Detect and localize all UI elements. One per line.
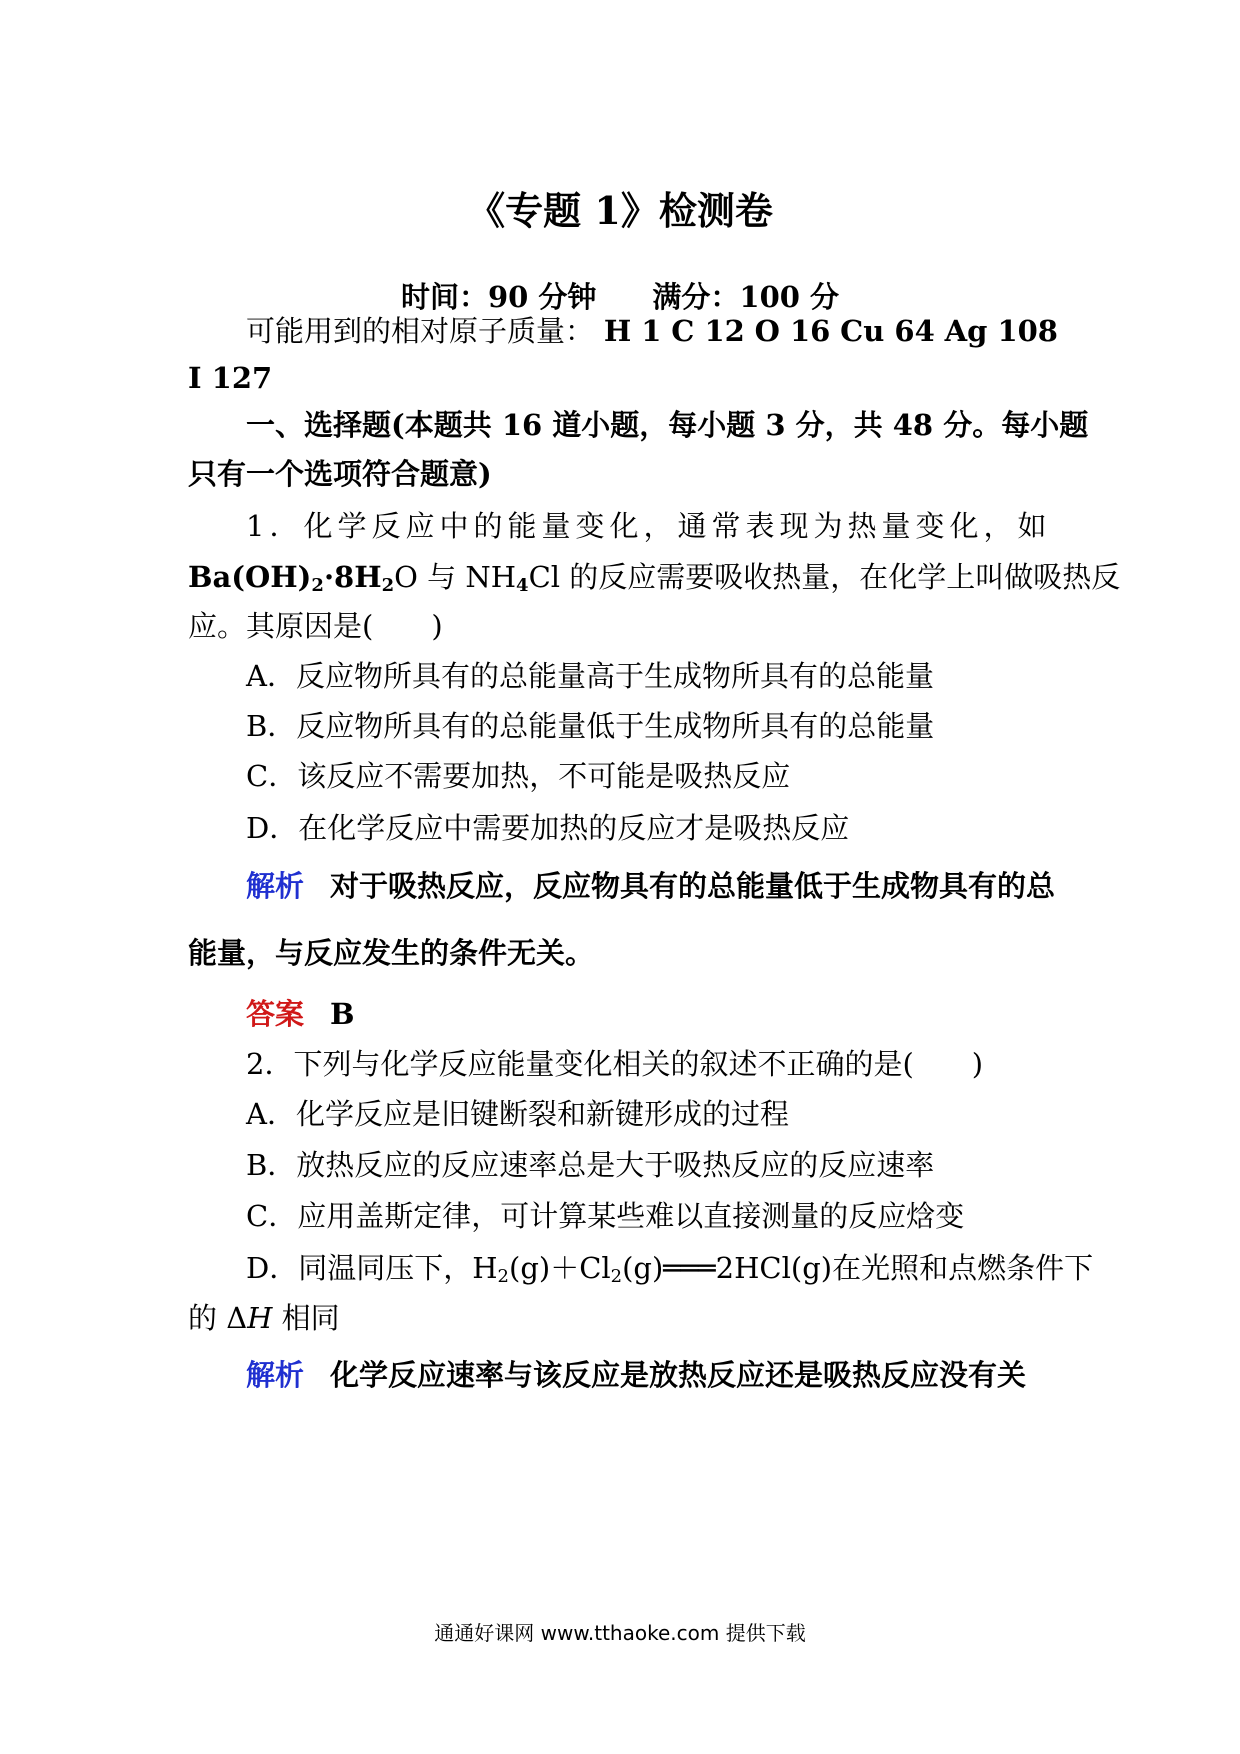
q2-option-d-line1 — [246, 1248, 1116, 1288]
page-footer: 通通好课网 www.tthaoke.com 提供下载 — [434, 1621, 806, 1645]
q2-option-b: B．放热反应的反应速率总是大于吸热反应的反应速率 — [246, 1148, 935, 1182]
q1-option-a: A．反应物所具有的总能量高于生成物所具有的总能量 — [246, 659, 934, 693]
q1-option-b: B．反应物所具有的总能量低于生成物所具有的总能量 — [246, 709, 935, 743]
atomic-masses-line — [246, 311, 1058, 351]
q1-stem-line3: 应。其原因是( ) — [188, 609, 443, 643]
q2-optd-sub2: 2 — [610, 1266, 623, 1287]
q1-analysis-line2: 能量，与反应发生的条件无关。 — [188, 936, 595, 970]
q1-stem-line1: 1．化学反应中的能量变化，通常表现为热量变化，如 — [246, 509, 1052, 543]
q1-formula-h2o: ·8H — [323, 560, 382, 594]
atomic-mass-ag: Ag 108 — [944, 314, 1058, 348]
q1-analysis-label: 解析 — [246, 869, 305, 903]
q2-option-d-line2 — [188, 1298, 1058, 1338]
q2-optd-sub1: 2 — [497, 1266, 509, 1287]
q1-sub-2a: 2 — [311, 575, 324, 596]
q2-analysis-line1 — [246, 1355, 1116, 1395]
q2-analysis-label: 解析 — [246, 1358, 305, 1392]
q1-option-d: D．在化学反应中需要加热的反应才是吸热反应 — [246, 811, 850, 845]
q1-sub-2b: 2 — [381, 575, 395, 596]
atomic-mass-o: O 16 — [754, 314, 831, 348]
q1-answer-label: 答案 — [246, 997, 305, 1031]
atomic-mass-h: H 1 — [603, 314, 662, 348]
q2-option-a: A．化学反应是旧键断裂和新键形成的过程 — [246, 1097, 789, 1131]
atomic-mass-cu: Cu 64 — [840, 314, 935, 348]
q2-optd-delta: 的 Δ — [188, 1301, 248, 1335]
q2-optd-text-a: D．同温同压下，H — [246, 1251, 498, 1285]
atomic-mass-c: C 12 — [671, 314, 745, 348]
q1-answer-value: B — [330, 997, 355, 1031]
q1-stem-line2 — [188, 557, 1121, 597]
section-heading-line1: 一、选择题(本题共 16 道小题，每小题 3 分，共 48 分。每小题 — [246, 408, 1089, 442]
q2-optd-text-b: (g)＋Cl — [509, 1251, 611, 1285]
q1-analysis-line1 — [246, 866, 1116, 906]
atomic-masses-label: 可能用到的相对原子质量： — [246, 314, 595, 348]
exam-score: 满分：100 分 — [652, 280, 840, 314]
q2-optd-h: H — [247, 1301, 273, 1335]
atomic-mass-i: I 127 — [188, 361, 273, 395]
q1-answer-line — [246, 994, 1116, 1034]
q2-stem: 2．下列与化学反应能量变化相关的叙述不正确的是( ) — [246, 1047, 984, 1081]
q2-optd-text-c: (g)═══2HCl(g)在光照和点燃条件下 — [622, 1251, 1094, 1285]
q2-option-c: C．应用盖斯定律，可计算某些难以直接测量的反应焓变 — [246, 1199, 965, 1233]
exam-time: 时间：90 分钟 — [400, 280, 597, 314]
q2-optd-tail: 相同 — [272, 1301, 340, 1335]
q1-analysis-text: 对于吸热反应，反应物具有的总能量低于生成物具有的总 — [330, 869, 1056, 903]
q1-formula-ba: Ba(OH) — [188, 560, 312, 594]
q2-analysis-text: 化学反应速率与该反应是放热反应还是吸热反应没有关 — [330, 1358, 1027, 1392]
q1-option-c: C．该反应不需要加热，不可能是吸热反应 — [246, 759, 791, 793]
q1-stem-line2-rest: Cl 的反应需要吸收热量，在化学上叫做吸热反 — [528, 560, 1121, 594]
page-title: 《专题 1》检测卷 — [467, 188, 773, 233]
q1-sub-4: 4 — [516, 575, 529, 596]
section-heading-line2: 只有一个选项符合题意) — [188, 457, 492, 491]
q1-formula-nh4: O 与 NH — [394, 560, 517, 594]
